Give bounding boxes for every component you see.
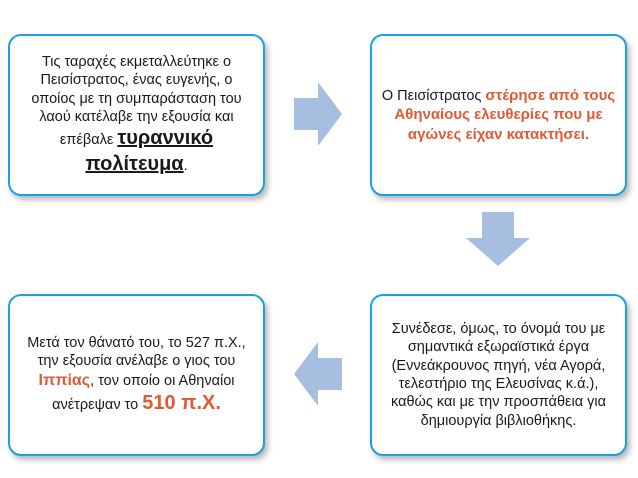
step-4-plain-1: Μετά τον θάνατό του, το 527 π.Χ., την εξουσία ανέλαβε ο γιος του xyxy=(27,334,246,370)
step-1-emphasis: τυραννικό πολίτευμα xyxy=(85,127,214,175)
arrow-left-icon xyxy=(294,342,342,406)
step-2-text xyxy=(380,86,617,144)
step-4-name: Ιππίας xyxy=(38,371,91,389)
step-3-text xyxy=(380,320,617,430)
step-box-3 xyxy=(370,294,627,456)
step-1-plain: Τις ταραχές εκμεταλλεύτηκε ο Πεισίστρατος, ένας ευγενής, ο οποίος με τη συμπαράσταση του λαού κατέλαβε την εξουσία και επέβαλε xyxy=(31,53,242,149)
step-2-emphasis: στέρησε από τους Αθηναίους ελευθερίες που με αγώνες είχαν κατακτήσει. xyxy=(394,86,616,143)
arrow-right-icon xyxy=(294,82,342,146)
step-4-year: 510 π.Χ. xyxy=(142,391,221,414)
step-2-plain: Ο Πεισίστρατος xyxy=(381,87,486,104)
step-1-text xyxy=(18,53,255,177)
step-4-text xyxy=(18,334,255,417)
step-3-plain: Συνέδεσε, όμως, το όνομά του με σημαντικά εξωραϊστικά έργα (Εννεάκρουνος πηγή, νέα Αγορά, τελεστήριο της Ελευσίνας κ.ά.), καθώς και με την προσπάθεια για δημιουργία βιβλιοθήκης. xyxy=(391,320,606,429)
step-box-1 xyxy=(8,34,265,196)
step-box-4 xyxy=(8,294,265,456)
step-1-end: . xyxy=(183,157,188,174)
step-4-plain-2: , τον οποίο οι Αθηναίοι ανέτρεψαν το xyxy=(52,372,235,413)
step-box-2 xyxy=(370,34,627,196)
arrow-down-icon xyxy=(466,212,530,266)
